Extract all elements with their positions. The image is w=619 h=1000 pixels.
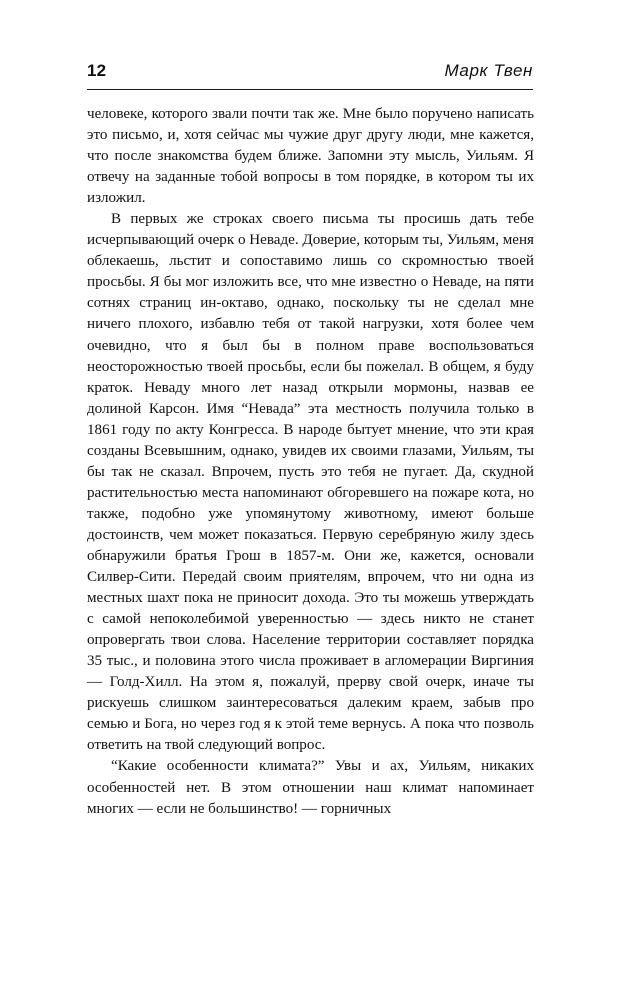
running-head	[87, 62, 533, 79]
header-divider-rule	[87, 89, 533, 90]
page-number: 12	[87, 61, 107, 80]
body-text-column	[87, 104, 534, 820]
paragraph-continued: человеке, которого звали почти так же. Мне было поручено написать это письмо, и, хотя сейчас мы чужие друг другу люди, мне кажется, что после знакомства будем ближе. Запомни эту мысль, Уильям. Я отвечу на заданные тобой вопросы в том порядке, в котором ты их изложил.	[87, 106, 534, 207]
paragraph-nevada-sketch: В первых же строках своего письма ты просишь дать тебе исчерпывающий очерк о Неваде. Доверие, которым ты, Уильям, меня облекаешь, льстит и сопоставимо лишь со скромностью твоей просьбы. Я бы мог изложить все, что мне известно о Неваде, на пяти сотнях страниц ин-октаво, однако, поскольку ты не сделал мне ничего плохого, избавлю тебя от такой нагрузки, хотя более чем очевидно, что я был бы в полном праве воспользоваться неосторожностью твоей просьбы, если бы пожелал. В общем, я буду краток. Неваду много лет назад открыли мормоны, назвав ее долиной Карсон. Имя “Невада” эта местность получила только в 1861 году по акту Конгресса. В народе бытует мнение, что эти края созданы Всевышним, однако, увидев их своими глазами, Уильям, ты бы так не сказал. Впрочем, пусть это тебя не пугает. Да, скудной растительностью места напоминают обгоревшего на пожаре кота, но также, подобно уже упомянутому животному, имеют больше достоинств, чем может показаться. Первую серебряную жилу здесь обнаружили братья Грош в 1857-м. Они же, кажется, основали Силвер-Сити. Передай своим приятелям, впрочем, что ни одна из местных шахт пока не приносит дохода. Это ты можешь утверждать с самой непоколебимой уверенностью — здесь никто не станет опровергать твои слова. Население территории составляет порядка 35 тыс., и половина этого числа проживает в агломерации Виргиния — Голд-Хилл. На этом я, пожалуй, прерву свой очерк, иначе ты рискуешь слишком заинтересоваться далеким краем, забыв про семью и Бога, но через год я к этой теме вернусь. А пока что позволь ответить на твой следующий вопрос.	[87, 211, 534, 754]
running-head-title: Марк Твен	[444, 61, 533, 80]
paragraph-climate: “Какие особенности климата?” Увы и ах, Уильям, никаких особенностей нет. В этом отношении наш климат напоминает многих — если не большинство! — горничных	[87, 758, 534, 817]
